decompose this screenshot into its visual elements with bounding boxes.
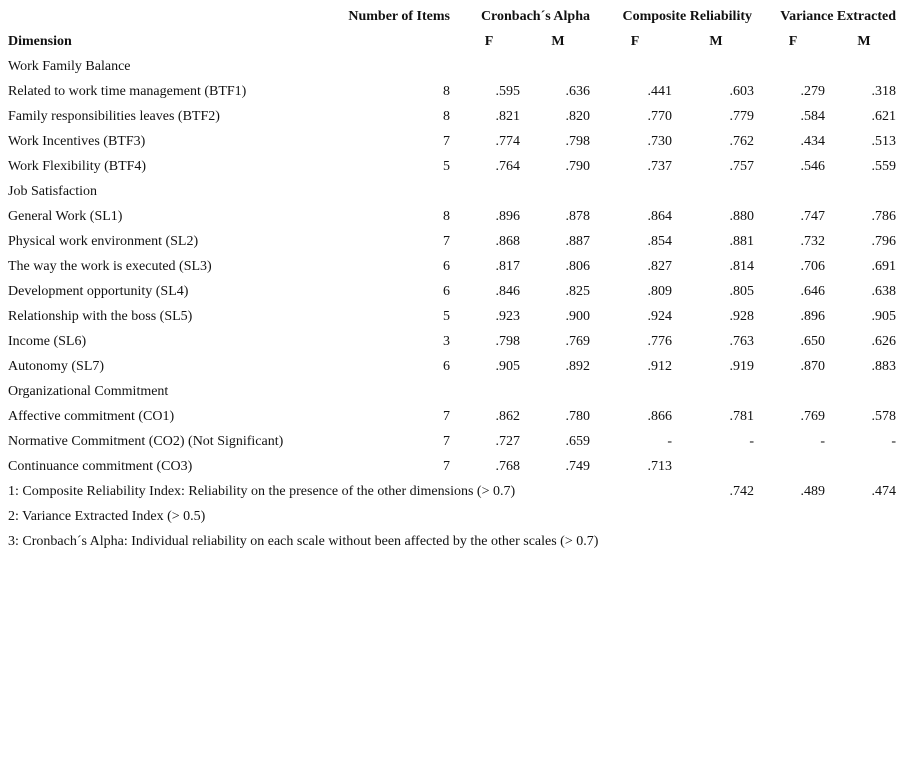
cell-cr-f: .737: [647, 159, 672, 174]
cell-ve-m: .513: [871, 134, 896, 149]
cell-cr-f: .924: [647, 309, 672, 324]
cell-ve-m: .626: [871, 334, 896, 349]
section-label: Job Satisfaction: [8, 184, 98, 199]
row-label: Work Flexibility (BTF4): [8, 159, 147, 174]
cell-ve-f: .646: [800, 284, 825, 299]
cell-cr-m: .919: [729, 359, 754, 374]
header-variance-extracted: Variance Extracted: [780, 9, 896, 24]
cell-cr-m: .742: [729, 484, 754, 499]
cell-ve-f: .896: [800, 309, 825, 324]
cell-alpha-f: .821: [495, 109, 520, 124]
table-row: [0, 107, 904, 127]
cell-alpha-f: .905: [495, 359, 520, 374]
cell-cr-f: -: [667, 434, 672, 449]
cell-ve-f: .279: [800, 84, 825, 99]
cell-ve-m: .796: [871, 234, 896, 249]
header-cronbach-alpha: Cronbach´s Alpha: [480, 9, 590, 24]
cell-number-of-items: 5: [443, 159, 450, 174]
table-row: [0, 507, 904, 527]
cell-cr-m: .762: [729, 134, 754, 149]
cell-cr-f: .854: [647, 234, 672, 249]
row-label: Normative Commitment (CO2) (Not Significant): [8, 434, 284, 449]
subheader-cr-m: M: [709, 34, 723, 49]
cell-cr-m: .880: [729, 209, 754, 224]
row-label: General Work (SL1): [8, 209, 123, 224]
cell-cr-m: .781: [729, 409, 754, 424]
cell-cr-f: .864: [647, 209, 672, 224]
cell-alpha-m: .798: [565, 134, 590, 149]
cell-cr-f: .866: [647, 409, 672, 424]
row-label: Continuance commitment (CO3): [8, 459, 193, 474]
cell-alpha-m: .900: [565, 309, 590, 324]
cell-number-of-items: 7: [443, 459, 450, 474]
cell-alpha-m: .820: [565, 109, 590, 124]
cell-alpha-m: .659: [565, 434, 590, 449]
row-label: Physical work environment (SL2): [8, 234, 199, 249]
cell-number-of-items: 6: [443, 259, 450, 274]
section-row: [0, 182, 904, 202]
cell-cr-m: .881: [729, 234, 754, 249]
cell-ve-f: .747: [800, 209, 825, 224]
section-label: Work Family Balance: [8, 59, 131, 74]
cell-ve-m: .786: [871, 209, 896, 224]
subheader-row: [0, 32, 904, 52]
table-row: [0, 257, 904, 277]
cell-ve-m: .474: [871, 484, 896, 499]
cell-alpha-f: .846: [495, 284, 520, 299]
header-dimension: Dimension: [8, 34, 72, 49]
row-label: 2: Variance Extracted Index (> 0.5): [8, 509, 206, 524]
cell-number-of-items: 7: [443, 134, 450, 149]
cell-cr-f: .441: [647, 84, 672, 99]
table-row: [0, 307, 904, 327]
cell-alpha-f: .774: [495, 134, 520, 149]
cell-cr-f: .809: [647, 284, 672, 299]
row-label: Relationship with the boss (SL5): [8, 309, 193, 324]
row-label: Affective commitment (CO1): [8, 409, 175, 424]
cell-number-of-items: 8: [443, 84, 450, 99]
header-composite-reliability: Composite Reliability: [622, 9, 752, 24]
cell-alpha-f: .727: [495, 434, 520, 449]
cell-number-of-items: 7: [443, 234, 450, 249]
cell-cr-m: .603: [729, 84, 754, 99]
table-row: [0, 432, 904, 452]
table-row: [0, 157, 904, 177]
table-row: [0, 207, 904, 227]
cell-alpha-m: .780: [565, 409, 590, 424]
cell-alpha-m: .825: [565, 284, 590, 299]
cell-alpha-m: .769: [565, 334, 590, 349]
cell-alpha-m: .892: [565, 359, 590, 374]
cell-alpha-f: .862: [495, 409, 520, 424]
cell-ve-f: .870: [800, 359, 825, 374]
cell-ve-m: .691: [871, 259, 896, 274]
cell-alpha-f: .768: [495, 459, 520, 474]
cell-number-of-items: 8: [443, 109, 450, 124]
table-row: [0, 132, 904, 152]
table-row: [0, 232, 904, 252]
row-label: 1: Composite Reliability Index: Reliability on the presence of the other dimensions (> 0.7): [8, 484, 516, 499]
cell-ve-m: .883: [871, 359, 896, 374]
cell-ve-m: .638: [871, 284, 896, 299]
cell-alpha-m: .636: [565, 84, 590, 99]
cell-ve-f: .546: [800, 159, 825, 174]
cell-cr-m: .757: [729, 159, 754, 174]
cell-alpha-f: .896: [495, 209, 520, 224]
table-row: [0, 282, 904, 302]
cell-ve-f: .769: [800, 409, 825, 424]
cell-ve-f: .489: [800, 484, 825, 499]
subheader-ve-f: F: [788, 34, 798, 49]
section-row: [0, 57, 904, 77]
header-row: [0, 7, 904, 27]
cell-alpha-m: .878: [565, 209, 590, 224]
table-row: [0, 482, 904, 502]
subheader-alpha-f: F: [484, 34, 494, 49]
table-row: [0, 407, 904, 427]
cell-number-of-items: 6: [443, 284, 450, 299]
row-label: The way the work is executed (SL3): [8, 259, 212, 274]
cell-cr-m: -: [749, 434, 754, 449]
cell-ve-m: .578: [871, 409, 896, 424]
cell-alpha-f: .817: [495, 259, 520, 274]
cell-ve-m: .318: [871, 84, 896, 99]
cell-number-of-items: 7: [443, 409, 450, 424]
cell-alpha-m: .749: [565, 459, 590, 474]
cell-cr-m: .814: [729, 259, 754, 274]
cell-alpha-f: .595: [495, 84, 520, 99]
cell-cr-m: .805: [729, 284, 754, 299]
row-label: Work Incentives (BTF3): [8, 134, 146, 149]
row-label: Related to work time management (BTF1): [8, 84, 247, 99]
cell-cr-m: .763: [729, 334, 754, 349]
cell-ve-f: .650: [800, 334, 825, 349]
section-label: Organizational Commitment: [8, 384, 169, 399]
cell-number-of-items: 8: [443, 209, 450, 224]
cell-cr-f: .713: [647, 459, 672, 474]
cell-ve-f: .434: [800, 134, 825, 149]
table-row: [0, 532, 904, 552]
subheader-alpha-m: M: [551, 34, 565, 49]
row-label: Income (SL6): [8, 334, 87, 349]
cell-alpha-m: .790: [565, 159, 590, 174]
cell-alpha-f: .764: [495, 159, 520, 174]
subheader-ve-m: M: [857, 34, 871, 49]
cell-ve-f: -: [820, 434, 825, 449]
table-row: [0, 82, 904, 102]
cell-cr-f: .827: [647, 259, 672, 274]
cell-ve-m: .905: [871, 309, 896, 324]
cell-alpha-f: .923: [495, 309, 520, 324]
cell-cr-f: .770: [647, 109, 672, 124]
cell-ve-m: .559: [871, 159, 896, 174]
cell-cr-m: .779: [729, 109, 754, 124]
cell-number-of-items: 6: [443, 359, 450, 374]
cell-number-of-items: 3: [443, 334, 450, 349]
subheader-cr-f: F: [630, 34, 640, 49]
cell-ve-m: -: [891, 434, 896, 449]
table-row: [0, 457, 904, 477]
cell-cr-m: .928: [729, 309, 754, 324]
row-label: Development opportunity (SL4): [8, 284, 189, 299]
cell-alpha-f: .798: [495, 334, 520, 349]
cell-alpha-m: .887: [565, 234, 590, 249]
cell-cr-f: .730: [647, 134, 672, 149]
cell-number-of-items: 7: [443, 434, 450, 449]
cell-number-of-items: 5: [443, 309, 450, 324]
row-label: Family responsibilities leaves (BTF2): [8, 109, 220, 124]
row-label: 3: Cronbach´s Alpha: Individual reliability on each scale without been affected by the other scales (> 0.7): [8, 534, 599, 549]
table-row: [0, 332, 904, 352]
cell-ve-f: .584: [800, 109, 825, 124]
section-row: [0, 382, 904, 402]
cell-ve-m: .621: [871, 109, 896, 124]
cell-alpha-m: .806: [565, 259, 590, 274]
row-label: Autonomy (SL7): [8, 359, 105, 374]
cell-ve-f: .732: [800, 234, 825, 249]
cell-ve-f: .706: [800, 259, 825, 274]
table-row: [0, 357, 904, 377]
cell-cr-f: .776: [647, 334, 672, 349]
cell-cr-f: .912: [647, 359, 672, 374]
header-number-of-items: Number of Items: [348, 9, 450, 24]
cell-alpha-f: .868: [495, 234, 520, 249]
